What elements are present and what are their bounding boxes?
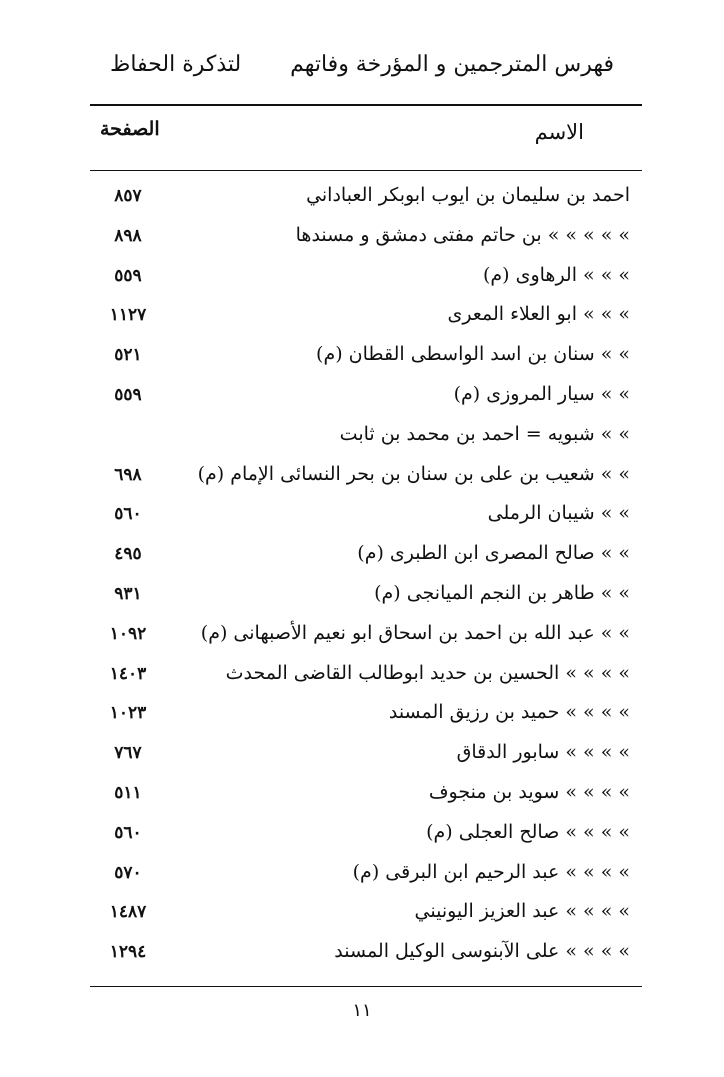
running-head-book: لتذكرة الحفاظ: [110, 52, 242, 77]
entry-page-number: ١١٢٧: [109, 305, 147, 326]
entry-name: » » » » عبد العزيز اليونيني: [414, 900, 630, 923]
index-entry: [90, 855, 642, 895]
running-head-title: فهرس المترجمين و المؤرخة وفاتهم: [290, 52, 614, 77]
page-number: ١١: [352, 1000, 372, 1021]
entry-page-number: ٥١١: [114, 782, 142, 803]
column-header-page: الصفحة: [100, 118, 160, 140]
index-entry: [90, 297, 642, 337]
bottom-rule: [90, 986, 642, 987]
entry-name: » » » ابو العلاء المعرى: [447, 303, 630, 326]
entry-name: » » » » صالح العجلى (م): [426, 820, 630, 843]
entry-page-number: ٥٧٠: [114, 862, 142, 883]
index-entry: [90, 815, 642, 855]
column-header-name: الاسم: [534, 120, 584, 144]
entry-page-number: ١٤٨٧: [109, 902, 147, 923]
index-entry: [90, 178, 642, 218]
entry-page-number: ٦٩٨: [114, 464, 142, 485]
index-entry: [90, 536, 642, 576]
entry-page-number: ١٤٠٣: [109, 663, 147, 684]
entry-page-number: ٥٦٠: [114, 822, 142, 843]
column-header-rule: [90, 170, 642, 171]
index-entry: [90, 735, 642, 775]
index-entry: [90, 695, 642, 735]
index-entry: [90, 894, 642, 934]
index-entry: [90, 377, 642, 417]
index-entry: [90, 457, 642, 497]
entry-list: [90, 178, 642, 974]
entry-name: » » » » عبد الرحيم ابن البرقى (م): [352, 860, 630, 883]
entry-page-number: ٩٣١: [114, 583, 142, 604]
index-entry: [90, 656, 642, 696]
entry-page-number: ١٠٢٣: [109, 703, 147, 724]
entry-page-number: ٧٦٧: [114, 743, 142, 764]
entry-name: احمد بن سليمان بن ايوب ابوبكر العباداني: [306, 184, 630, 206]
entry-name: » » » » الحسين بن حديد ابوطالب القاضى المحدث: [225, 661, 630, 684]
entry-name: » » عبد الله بن احمد بن اسحاق ابو نعيم الأصبهانى (م): [200, 621, 630, 644]
entry-page-number: ٥٦٠: [114, 504, 142, 525]
entry-page-number: ٨٥٧: [114, 186, 142, 206]
index-entry: [90, 496, 642, 536]
entry-name: » » صالح المصرى ابن الطبرى (م): [357, 542, 630, 565]
entry-page-number: ٨٩٨: [114, 225, 142, 246]
index-entry: [90, 616, 642, 656]
entry-name: » » » » حميد بن رزيق المسند: [388, 701, 630, 724]
index-entry: [90, 417, 642, 457]
index-entry: [90, 337, 642, 377]
entry-name: » » شبويه = احمد بن محمد بن ثابت: [339, 422, 630, 445]
entry-name: » » » الرهاوى (م): [482, 263, 630, 286]
top-rule: [90, 104, 642, 106]
entry-page-number: ٤٩٥: [114, 544, 142, 565]
entry-name: » » طاهر بن النجم الميانجى (م): [374, 581, 630, 604]
index-entry: [90, 934, 642, 974]
running-head: [110, 52, 614, 92]
entry-name: » » » » على الآبنوسى الوكيل المسند: [334, 940, 630, 963]
entry-name: » » شيبان الرملى: [487, 502, 630, 525]
entry-page-number: ٥٢١: [114, 345, 142, 366]
entry-name: » » » » سابور الدقاق: [456, 741, 630, 764]
index-entry: [90, 218, 642, 258]
entry-page-number: ٥٥٩: [114, 265, 142, 286]
entry-name: » » شعيب بن على بن سنان بن بحر النسائى الإمام (م): [197, 462, 630, 485]
entry-page-number: ٥٥٩: [114, 384, 142, 405]
entry-page-number: ١٢٩٤: [109, 942, 147, 963]
entry-name: » » سيار المروزى (م): [453, 382, 630, 405]
entry-name: » » سنان بن اسد الواسطى القطان (م): [316, 343, 630, 366]
entry-name: » » » » » بن حاتم مفتى دمشق و مسندها: [295, 223, 630, 246]
index-entry: [90, 576, 642, 616]
entry-name: » » » » سويد بن منجوف: [428, 780, 630, 803]
index-entry: [90, 258, 642, 298]
entry-page-number: ١٠٩٢: [109, 623, 147, 644]
index-entry: [90, 775, 642, 815]
